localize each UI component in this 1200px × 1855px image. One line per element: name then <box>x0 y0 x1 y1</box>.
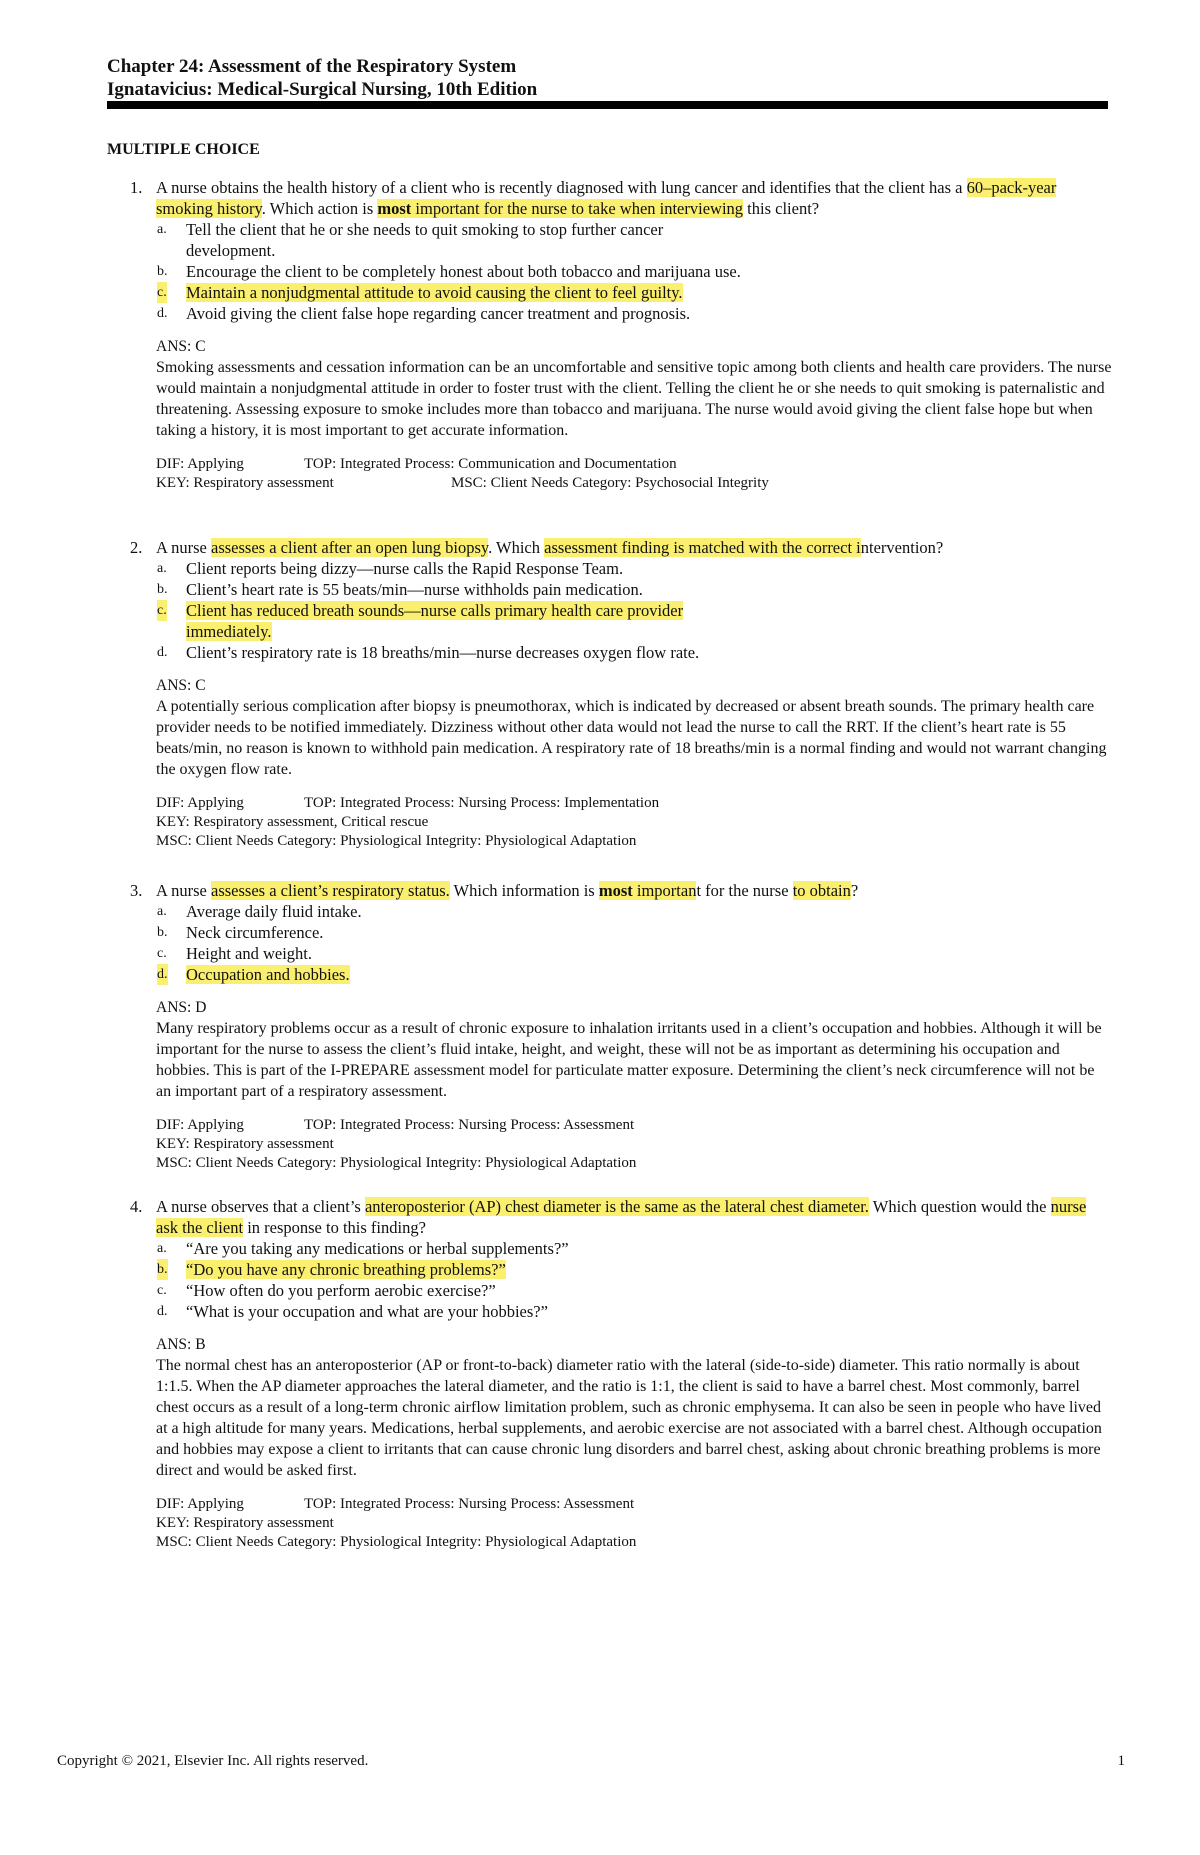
question-meta: DIF: Applying TOP: Integrated Process: Communication and Documentation KEY: Respiratory assessment MSC: Client Needs Category: Psychosocial Integrity <box>156 456 769 491</box>
option-d: d. “What is your occupation and what are your hobbies?” <box>157 1302 548 1321</box>
answer: ANS: C <box>156 677 206 694</box>
question-meta: DIF: Applying TOP: Integrated Process: Nursing Process: Implementation KEY: Respiratory assessment, Critical rescue MSC: Client Needs Category: Physiological Integrity: Physiological Adaptation <box>156 795 660 849</box>
header-rule <box>107 101 1108 109</box>
page-number: 1 <box>1117 1753 1125 1769</box>
option-c: c. “How often do you perform aerobic exercise?” <box>157 1281 496 1300</box>
rationale: A potentially serious complication after biopsy is pneumothorax, which is indicated by decreased or absent breath sounds. The primary health care provider needs to be notified immediately. Dizziness without other data would not lead the nurse to call the RRT. If the client’s heart rate is 55 beats/min, no reason is known to withhold pain medication. A respiratory rate of 18 breaths/min is a normal finding and would not warrant changing the oxygen flow rate. <box>156 698 1107 778</box>
question-number: 4. <box>130 1197 143 1216</box>
option-c: c. Maintain a nonjudgmental attitude to avoid causing the client to feel guilty. <box>157 283 683 302</box>
question-number: 3. <box>130 881 143 900</box>
question-number: 1. <box>130 178 143 197</box>
answer: ANS: B <box>156 1336 206 1353</box>
question-stem: 1. A nurse obtains the health history of a client who is recently diagnosed with lung cancer and identifies that the client has a 60–pack-year smoking history. Which action is most important for the nurse to take when interviewing this client? <box>130 178 1057 218</box>
question-1 <box>107 177 1112 493</box>
question-meta: DIF: Applying TOP: Integrated Process: Nursing Process: Assessment KEY: Respiratory assessment MSC: Client Needs Category: Physiological Integrity: Physiological Adaptation <box>156 1496 637 1550</box>
question-number: 2. <box>130 538 143 557</box>
option-a: a. Tell the client that he or she needs to quit smoking to stop further cancer development. <box>157 220 664 260</box>
question-meta: DIF: Applying TOP: Integrated Process: Nursing Process: Assessment KEY: Respiratory assessment MSC: Client Needs Category: Physiological Integrity: Physiological Adaptation <box>156 1117 637 1171</box>
book-title: Ignatavicius: Medical-Surgical Nursing, 10th Edition <box>107 79 538 100</box>
copyright-text: Copyright © 2021, Elsevier Inc. All rights reserved. <box>57 1753 369 1769</box>
question-3 <box>107 880 1112 1173</box>
answer: ANS: D <box>156 999 207 1016</box>
option-a: a. Average daily fluid intake. <box>157 902 362 921</box>
question-2 <box>107 537 1112 851</box>
option-c: c. Client has reduced breath sounds—nurse calls primary health care provider immediately. <box>157 601 684 641</box>
option-d: d. Occupation and hobbies. <box>157 965 350 984</box>
option-a: a. Client reports being dizzy—nurse calls the Rapid Response Team. <box>157 559 624 578</box>
option-b: b. Client’s heart rate is 55 beats/min—nurse withholds pain medication. <box>157 580 643 599</box>
option-b: b. “Do you have any chronic breathing problems?” <box>157 1260 506 1279</box>
option-b: b. Encourage the client to be completely honest about both tobacco and marijuana use. <box>157 262 741 281</box>
rationale: The normal chest has an anteroposterior (AP or front-to-back) diameter ratio with the lateral (side-to-side) diameter. This ratio normally is about 1:1.5. When the AP diameter approaches the lateral diameter, and the ratio is 1:1, the client is said to have a barrel chest. Most commonly, barrel chest occurs as a result of a long-term chronic airflow limitation problem, such as chronic emphysema. It can also be seen in people who have lived at a high altitude for many years. Medications, herbal supplements, and aerobic exercise are not associated with a barrel chest. Although occupation and hobbies may expose a client to irritants that can cause chronic lung disorders and barrel chest, asking about chronic breathing problems is more direct and would be asked first. <box>156 1357 1102 1479</box>
rationale: Smoking assessments and cessation information can be an uncomfortable and sensitive topic among both clients and health care providers. The nurse would maintain a nonjudgmental attitude in order to foster trust with the client. Telling the client he or she needs to quit smoking is paternalistic and threatening. Assessing exposure to smoke includes more than tobacco and marijuana. The nurse would avoid giving the client false hope but when taking a history, it is most important to get accurate information. <box>156 359 1112 439</box>
option-d: d. Avoid giving the client false hope regarding cancer treatment and prognosis. <box>157 304 691 323</box>
question-4 <box>107 1196 1112 1552</box>
chapter-title: Chapter 24: Assessment of the Respiratory System <box>107 56 517 77</box>
question-stem: 3. A nurse assesses a client’s respiratory status. Which information is most important for the nurse to obtain? <box>130 881 859 900</box>
document-header <box>107 55 537 101</box>
rationale: Many respiratory problems occur as a result of chronic exposure to inhalation irritants used in a client’s occupation and hobbies. Although it will be important for the nurse to assess the client’s fluid intake, height, and weight, these will not be as important as determining his occupation and hobbies. This is part of the I-PREPARE assessment model for particulate matter exposure. Determining the client’s neck circumference will not be an important part of a respiratory assessment. <box>156 1020 1102 1100</box>
question-stem: 2. A nurse assesses a client after an open lung biopsy. Which assessment finding is matched with the correct intervention? <box>130 538 944 557</box>
option-c: c. Height and weight. <box>157 944 313 963</box>
page-footer <box>57 1753 1125 1770</box>
answer: ANS: C <box>156 338 206 355</box>
option-d: d. Client’s respiratory rate is 18 breaths/min—nurse decreases oxygen flow rate. <box>157 643 700 662</box>
option-b: b. Neck circumference. <box>157 923 324 942</box>
option-a: a. “Are you taking any medications or herbal supplements?” <box>157 1239 569 1258</box>
section-title: MULTIPLE CHOICE <box>107 141 260 158</box>
question-stem: 4. A nurse observes that a client’s anteroposterior (AP) chest diameter is the same as the lateral chest diameter. Which question would the nurse ask the client in response to this finding? <box>130 1197 1087 1237</box>
